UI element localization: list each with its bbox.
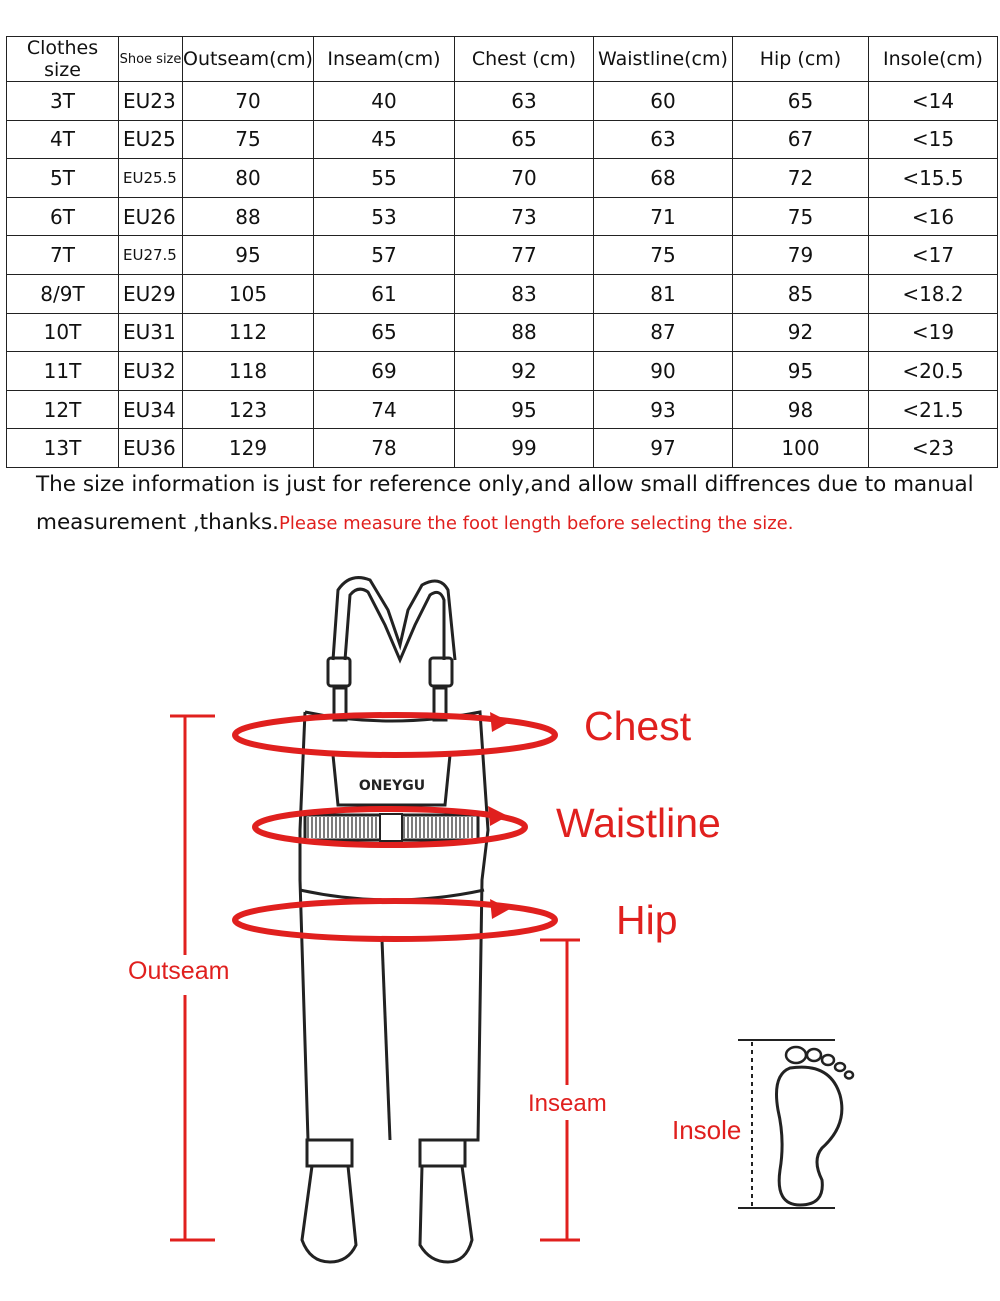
table-cell: 83 (454, 274, 593, 313)
insole-label: Insole (672, 1115, 742, 1145)
column-header: Outseam(cm) (183, 37, 314, 82)
note-thanks: measurement ,thanks. (36, 510, 280, 535)
outseam-label: Outseam (128, 957, 230, 985)
foot-icon (738, 1040, 853, 1208)
column-header: Shoe size (119, 37, 183, 82)
table-cell: 87 (593, 313, 732, 352)
table-cell: 90 (593, 352, 732, 391)
table-cell: 65 (454, 120, 593, 159)
table-cell: 95 (732, 352, 868, 391)
chest-label: Chest (584, 703, 692, 749)
table-cell: 95 (454, 390, 593, 429)
table-cell: 65 (732, 82, 868, 121)
waist-arrow-icon (488, 806, 508, 826)
ring-arrows (488, 712, 510, 919)
table-cell: 70 (183, 82, 314, 121)
hip-ring (235, 901, 555, 939)
table-cell: 79 (732, 236, 868, 275)
table-cell: 72 (732, 159, 868, 198)
table-cell: EU25.5 (119, 159, 183, 198)
column-header: Insole(cm) (868, 37, 997, 82)
table-cell: 60 (593, 82, 732, 121)
table-cell: <17 (868, 236, 997, 275)
table-cell: 63 (593, 120, 732, 159)
table-cell: EU25 (119, 120, 183, 159)
table-cell: 55 (313, 159, 454, 198)
table-cell: 75 (732, 197, 868, 236)
table-cell: 8/9T (7, 274, 119, 313)
table-cell: 99 (454, 429, 593, 468)
table-cell: 45 (313, 120, 454, 159)
table-cell: 12T (7, 390, 119, 429)
table-cell: 10T (7, 313, 119, 352)
table-cell: 75 (593, 236, 732, 275)
table-cell: 73 (454, 197, 593, 236)
table-cell: 61 (313, 274, 454, 313)
table-cell: 57 (313, 236, 454, 275)
inseam-label: Inseam (528, 1090, 607, 1117)
table-cell: EU27.5 (119, 236, 183, 275)
table-cell: 69 (313, 352, 454, 391)
table-cell: EU36 (119, 429, 183, 468)
table-cell: 118 (183, 352, 314, 391)
table-cell: 6T (7, 197, 119, 236)
table-cell: 112 (183, 313, 314, 352)
table-cell: 71 (593, 197, 732, 236)
table-cell: <19 (868, 313, 997, 352)
table-cell: 98 (732, 390, 868, 429)
table-cell: 85 (732, 274, 868, 313)
table-cell: 65 (313, 313, 454, 352)
note-measure-warning: Please measure the foot length before selecting the size. (279, 513, 794, 534)
table-cell: 92 (732, 313, 868, 352)
table-cell: <20.5 (868, 352, 997, 391)
table-cell: <14 (868, 82, 997, 121)
note-line-1: The size information is just for reference only,and allow small diffrences due to manual (36, 472, 974, 497)
column-header: Chest (cm) (454, 37, 593, 82)
table-cell: 77 (454, 236, 593, 275)
table-cell: EU23 (119, 82, 183, 121)
table-cell: EU29 (119, 274, 183, 313)
belt-buckle (380, 814, 402, 841)
table-cell: 123 (183, 390, 314, 429)
table-cell: 63 (454, 82, 593, 121)
table-cell: 78 (313, 429, 454, 468)
table-cell: 7T (7, 236, 119, 275)
table-cell: 4T (7, 120, 119, 159)
table-cell: EU31 (119, 313, 183, 352)
table-cell: 80 (183, 159, 314, 198)
brand-logo: ONEYGU (358, 778, 426, 794)
table-cell: <15.5 (868, 159, 997, 198)
table-cell: 93 (593, 390, 732, 429)
table-cell: 3T (7, 82, 119, 121)
table-cell: <23 (868, 429, 997, 468)
table-cell: 92 (454, 352, 593, 391)
chest-arrow-icon (490, 712, 510, 732)
table-cell: <18.2 (868, 274, 997, 313)
waistline-label: Waistline (556, 800, 721, 846)
table-cell: 40 (313, 82, 454, 121)
table-cell: 97 (593, 429, 732, 468)
column-header: Clothes size (7, 37, 119, 82)
column-header: Inseam(cm) (313, 37, 454, 82)
hip-label: Hip (616, 897, 678, 943)
table-cell: <15 (868, 120, 997, 159)
table-cell: 75 (183, 120, 314, 159)
table-cell: 74 (313, 390, 454, 429)
table-cell: <21.5 (868, 390, 997, 429)
table-cell: 129 (183, 429, 314, 468)
table-cell: 88 (454, 313, 593, 352)
table-cell: EU32 (119, 352, 183, 391)
wader-outline (300, 578, 488, 1262)
table-cell: 13T (7, 429, 119, 468)
table-cell: 81 (593, 274, 732, 313)
table-cell: 67 (732, 120, 868, 159)
table-cell: 100 (732, 429, 868, 468)
table-cell: 88 (183, 197, 314, 236)
hip-arrow-icon (490, 899, 510, 919)
table-cell: 105 (183, 274, 314, 313)
table-cell: EU34 (119, 390, 183, 429)
table-cell: 53 (313, 197, 454, 236)
table-cell: 95 (183, 236, 314, 275)
table-cell: 70 (454, 159, 593, 198)
table-cell: EU26 (119, 197, 183, 236)
table-cell: 11T (7, 352, 119, 391)
table-cell: 68 (593, 159, 732, 198)
table-cell: <16 (868, 197, 997, 236)
column-header: Hip (cm) (732, 37, 868, 82)
table-cell: 5T (7, 159, 119, 198)
column-header: Waistline(cm) (593, 37, 732, 82)
